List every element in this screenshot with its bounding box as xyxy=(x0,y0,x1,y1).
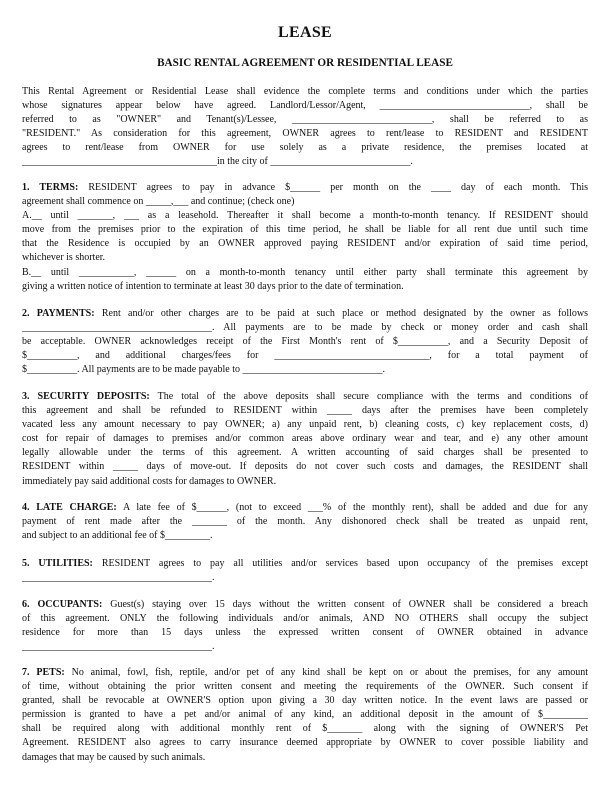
intro-line: referred to as "OWNER" and Tenant(s)/Lessee, ____________________________, shall be referred to as xyxy=(22,114,588,126)
section-heading: 3. SECURITY DEPOSITS: xyxy=(22,391,150,402)
section-line: of time, without obtaining the prior written consent and meeting the requirements of the OWNER. Such consent if xyxy=(22,681,588,693)
section-line: be acceptable. OWNER acknowledges receipt of the First Month's rent of $__________, and a Security Deposit of xyxy=(22,336,588,348)
section-line: that the Residence is occupied by an OWNER approved paying RESIDENT and/or expiration of said time period, xyxy=(22,238,588,250)
section-heading: 6. OCCUPANTS: xyxy=(22,599,103,610)
section-line: of this agreement. ONLY the following individuals and/or animals, AND NO OTHERS shall occupy the subject xyxy=(22,613,588,625)
section-heading: 4. LATE CHARGE: xyxy=(22,502,117,513)
section-line: $__________. All payments are to be made payable to ____________________________. xyxy=(22,364,386,376)
intro-line: agrees to rent/lease from OWNER for use solely as a private residence, the premises located at xyxy=(22,142,588,154)
section-line: A.__ until _______, ___ as a leasehold. Thereafter it shall become a month-to-month tenancy. If RESIDENT should xyxy=(22,210,588,222)
section-line: $__________, and additional charges/fees for _______________________________, for a total payment of xyxy=(22,350,588,362)
section-line: giving a written notice of intention to terminate at least 30 days prior to the date of termination. xyxy=(22,280,404,292)
section-heading: 5. UTILITIES: xyxy=(22,558,93,569)
section-occupants xyxy=(22,598,588,654)
section-line: whichever is shorter. xyxy=(22,252,106,264)
intro-line: _______________________________________in the city of ____________________________. xyxy=(22,156,413,168)
intro-line: This Rental Agreement or Residential Lease shall evidence the complete terms and conditions under which the parties xyxy=(22,86,588,97)
document-subtitle: BASIC RENTAL AGREEMENT OR RESIDENTIAL LEASE xyxy=(157,57,453,69)
section-line: shall be required along with additional monthly rent of $_______ along with the signing of OWNER'S Pet xyxy=(22,723,588,735)
section-line: vacated less any amount necessary to pay OWNER; a) any unpaid rent, b) cleaning costs, c) key replacement costs, d) xyxy=(22,419,588,431)
section-line: ______________________________________. xyxy=(22,641,215,653)
section-line: RESIDENT agrees to pay all utilities and/or services based upon occupancy of the premises except xyxy=(101,558,588,569)
section-line: legally allowable under the terms of this agreement. A written accounting of said charges shall be presented to xyxy=(22,447,588,459)
section-pets xyxy=(22,666,588,765)
section-line: Rent and/or other charges are to be paid at such place or method designated by the owner as follows xyxy=(101,308,588,319)
intro-line: whose signatures appear below have agreed. Landlord/Lessor/Agent, ______________________________, shall be xyxy=(22,100,588,112)
intro-line: "RESIDENT." As consideration for this agreement, OWNER agrees to rent/lease to RESIDENT and RESIDENT xyxy=(22,128,588,140)
section-late-charge xyxy=(22,501,588,543)
section-payments xyxy=(22,307,588,377)
section-line: damages that may be caused by such animals. xyxy=(22,751,206,763)
section-line: granted, shall be revocable at OWNER'S option upon giving a 30 day written notice. In the event laws are passed or xyxy=(22,695,588,707)
section-terms xyxy=(22,181,588,294)
section-line: The total of the above deposits shall secure compliance with the terms and conditions of xyxy=(157,391,588,402)
section-line: this agreement and shall be refunded to RESIDENT within _____ days after the premises have been completely xyxy=(22,405,588,417)
section-line: payment of rent made after the _______ of the month. Any dishonored check shall be treated as unpaid rent, xyxy=(22,516,588,528)
section-line: permission is granted to have a pet and/or animal of any kind, an additional deposit in the amount of $_________ xyxy=(22,709,588,721)
section-line: and subject to an additional fee of $_________. xyxy=(22,530,213,542)
section-utilities xyxy=(22,557,588,585)
section-line: ______________________________________. All payments are to be made by check or money order and cash shall xyxy=(22,322,588,334)
section-line: Guest(s) staying over 15 days without the written consent of OWNER shall be considered a breach xyxy=(110,599,588,610)
section-line: immediately pay said additional costs for damages to OWNER. xyxy=(22,475,277,487)
section-line: Agreement. RESIDENT also agrees to carry insurance deemed appropriate by OWNER to cover possible liability and xyxy=(22,737,588,749)
section-line: cost for repair of damages to premises and/or common areas above ordinary wear and tear, and e) any other amount xyxy=(22,433,588,445)
section-heading: 1. TERMS: xyxy=(22,182,79,193)
section-line: No animal, fowl, fish, reptile, and/or pet of any kind shall be kept on or about the premises, for any amount xyxy=(71,667,589,678)
section-line: A late fee of $______, (not to exceed ___% of the monthly rent), shall be added and due for any xyxy=(122,502,588,513)
intro-paragraph xyxy=(22,85,588,170)
section-line: residence for more than 15 days unless the expressed written consent of OWNER obtained in advance xyxy=(22,627,588,639)
section-line: RESIDENT agrees to pay in advance $______ per month on the ____ day of each month. This xyxy=(88,182,589,193)
section-line: B.__ until ___________, ______ on a month-to-month tenancy until either party shall terminate this agreement by xyxy=(22,266,588,278)
section-heading: 7. PETS: xyxy=(22,667,65,678)
document-title: LEASE xyxy=(278,24,332,41)
section-heading: 2. PAYMENTS: xyxy=(22,308,95,319)
section-line: move from the premises prior to the expiration of this time period, he shall be liable for all rent due until such time xyxy=(22,224,588,236)
section-line: ______________________________________. xyxy=(22,572,215,584)
section-security-deposits xyxy=(22,390,588,489)
section-line: agreement shall commence on _____,___ and continue; (check one) xyxy=(22,196,295,208)
section-line: RESIDENT within _____ days of move-out. If deposits do not cover such costs and damages, the RESIDENT shall xyxy=(22,461,588,473)
